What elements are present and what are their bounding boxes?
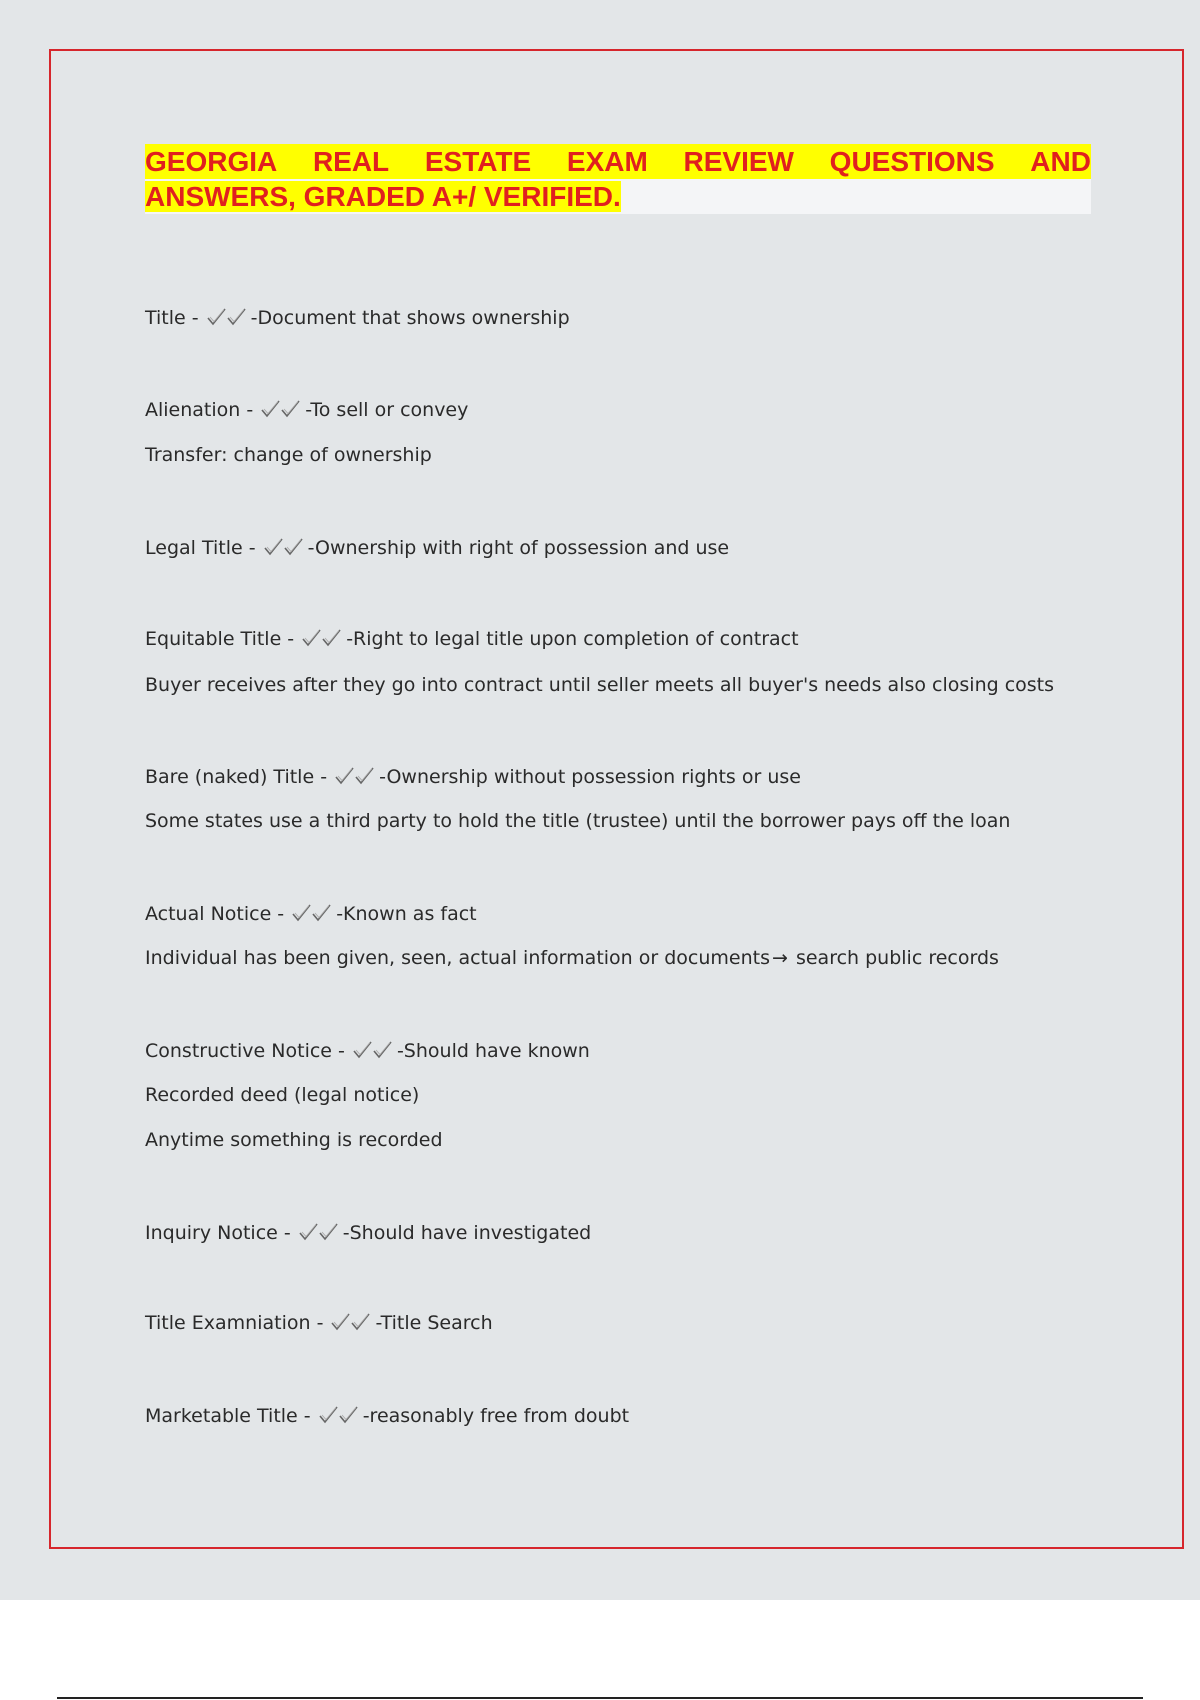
title-word: REAL [312,146,390,177]
double-check-mark-icon [263,537,307,557]
entry-term: Constructive Notice [145,1040,332,1062]
entry-definition: -Known as fact [336,903,477,925]
double-check-mark-icon [301,628,345,648]
title-line-2-text: ANSWERS, GRADED A+/ VERIFIED. [145,181,621,212]
entry-separator: - [281,628,301,650]
entry-definition: -Right to legal title upon completion of contract [346,628,799,650]
entry-separator: - [297,1405,317,1427]
entry-definition: -reasonably free from doubt [362,1405,630,1427]
qa-entry [145,305,570,331]
entry-separator: - [240,399,260,421]
entry-term: Marketable Title [145,1405,298,1427]
entry-definition: -Should have known [396,1040,590,1062]
entry-separator: - [185,307,205,329]
qa-entry [145,1310,493,1336]
title-word: REVIEW [683,146,794,177]
title-word: GEORGIA [145,146,278,177]
entry-separator: - [314,766,334,788]
entry-note: Recorded deed (legal notice) [145,1084,420,1106]
entry-definition: -To sell or convey [305,399,469,421]
title-line-1 [145,144,1091,179]
title-word: ESTATE [424,146,532,177]
document-title [145,144,1091,214]
right-arrow-icon: → [772,947,788,969]
entry-note: Some states use a third party to hold the title (trustee) until the borrower pays off the loan [145,810,1011,832]
title-word: AND [1030,146,1091,177]
entry-term: Title [145,307,186,329]
entry-definition: -Title Search [375,1312,493,1334]
qa-entry [145,397,468,423]
footer-divider [57,1697,1143,1699]
double-check-mark-icon [298,1222,342,1242]
qa-entry [145,1038,590,1064]
entry-definition: -Should have investigated [342,1222,592,1244]
entry-term: Actual Notice [145,903,272,925]
entry-note: Transfer: change of ownership [145,444,432,466]
double-check-mark-icon [206,307,250,327]
title-line-2 [145,179,1091,214]
title-word: EXAM [566,146,648,177]
entry-note [145,945,999,971]
double-check-mark-icon [334,766,378,786]
entry-note: Buyer receives after they go into contract until seller meets all buyer's needs also closing costs [145,674,1055,696]
double-check-mark-icon [352,1040,396,1060]
qa-entry [145,764,801,790]
entry-note-text: Individual has been given, seen, actual information or documents [145,947,770,969]
double-check-mark-icon [260,399,304,419]
qa-entry [145,626,799,652]
entry-term: Equitable Title [145,628,282,650]
entry-term: Legal Title [145,537,243,559]
qa-entry [145,901,477,927]
entry-term: Alienation [145,399,241,421]
entry-term: Inquiry Notice [145,1222,278,1244]
double-check-mark-icon [318,1405,362,1425]
qa-entry [145,535,729,561]
entry-separator: - [242,537,262,559]
double-check-mark-icon [291,903,335,923]
entry-definition: -Ownership without possession rights or use [379,766,801,788]
entry-term: Bare (naked) Title [145,766,315,788]
entry-term: Title Examniation [145,1312,311,1334]
entry-separator: - [277,1222,297,1244]
entry-note-text: search public records [789,947,999,969]
entry-note: Anytime something is recorded [145,1129,443,1151]
qa-entry [145,1220,591,1246]
entry-separator: - [310,1312,330,1334]
qa-entry [145,1403,629,1429]
entry-separator: - [271,903,291,925]
entry-definition: -Document that shows ownership [250,307,570,329]
title-word: QUESTIONS [829,146,995,177]
double-check-mark-icon [330,1312,374,1332]
entry-definition: -Ownership with right of possession and use [307,537,730,559]
entry-separator: - [332,1040,351,1062]
